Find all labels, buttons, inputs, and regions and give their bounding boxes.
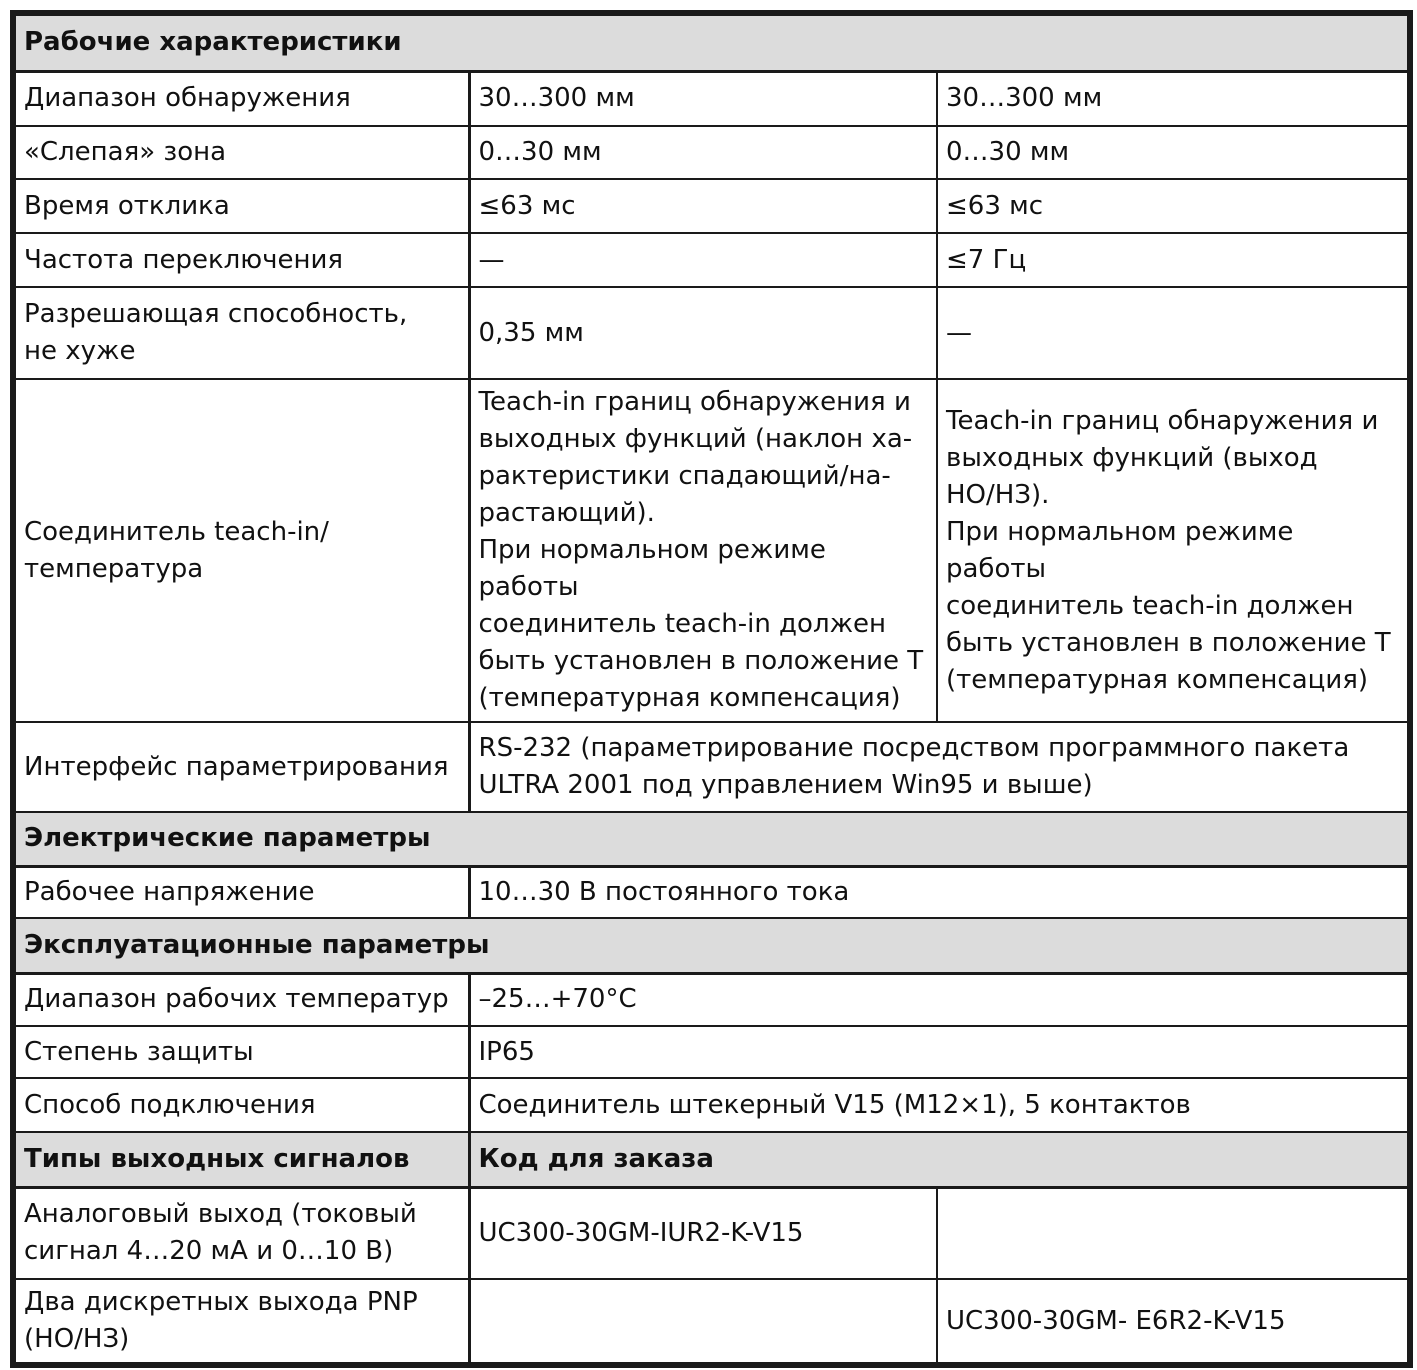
row-value: RS-232 (параметрирование посредством программного пакета ULTRA 2001 под управлением Win95 и выше) <box>469 722 1410 812</box>
row-value-1: ≤63 мс <box>469 179 937 233</box>
row-label: Два дискретных выхода PNP (НО/НЗ) <box>13 1279 469 1365</box>
row-label: Способ подключения <box>13 1078 469 1132</box>
row-value: Соединитель штекерный V15 (М12×1), 5 контактов <box>469 1078 1410 1132</box>
row-label: Степень защиты <box>13 1026 469 1078</box>
row-value-2: 0…30 мм <box>937 126 1410 179</box>
row-label: Диапазон рабочих температур <box>13 973 469 1026</box>
row-label: Аналоговый выход (токовый сигнал 4…20 мА и 0…10 В) <box>13 1187 469 1279</box>
row-value: –25…+70°С <box>469 973 1410 1026</box>
row-value-1: 0…30 мм <box>469 126 937 179</box>
table-row <box>13 126 1410 179</box>
section-title-order-code: Код для заказа <box>469 1132 1410 1187</box>
row-label: Время отклика <box>13 179 469 233</box>
row-value-1 <box>469 1279 937 1365</box>
row-label: Разрешающая способность, не хуже <box>13 287 469 379</box>
table-row <box>13 1026 1410 1078</box>
section-header-outputs <box>13 1132 1410 1187</box>
row-value-2: UC300-30GM- E6R2-K-V15 <box>937 1279 1410 1365</box>
table-row <box>13 866 1410 918</box>
table-row <box>13 1279 1410 1365</box>
table-row <box>13 233 1410 287</box>
row-value-1: 0,35 мм <box>469 287 937 379</box>
row-value-2: Teach-in границ обнаружения и выходных функций (выход НО/НЗ). При нормальном режиме работы соединитель teach-in должен быть установлен в положение Т (температурная компенсация) <box>937 379 1410 722</box>
row-value-1: — <box>469 233 937 287</box>
row-value-2: — <box>937 287 1410 379</box>
row-label: Интерфейс параметрирования <box>13 722 469 812</box>
row-value-1: UC300-30GM-IUR2-K-V15 <box>469 1187 937 1279</box>
table-row <box>13 973 1410 1026</box>
table-row <box>13 71 1410 126</box>
row-label: Соединитель teach-in/ температура <box>13 379 469 722</box>
row-label: «Слепая» зона <box>13 126 469 179</box>
table-row <box>13 1187 1410 1279</box>
table-row <box>13 179 1410 233</box>
section-title: Типы выходных сигналов <box>13 1132 469 1187</box>
row-value-1: Teach-in границ обнаружения и выходных функций (наклон ха- рактеристики спадающий/на- растающий). При нормальном режиме работы соединитель teach-in должен быть установлен в положение Т (температурная компенсация) <box>469 379 937 722</box>
section-title: Рабочие характеристики <box>13 13 1410 71</box>
row-label: Диапазон обнаружения <box>13 71 469 126</box>
row-value-2: 30…300 мм <box>937 71 1410 126</box>
table-row <box>13 379 1410 722</box>
row-value-2: ≤7 Гц <box>937 233 1410 287</box>
table-row <box>13 287 1410 379</box>
row-value: 10…30 В постоянного тока <box>469 866 1410 918</box>
row-value-2 <box>937 1187 1410 1279</box>
row-value-1: 30…300 мм <box>469 71 937 126</box>
table-row <box>13 1078 1410 1132</box>
spec-table <box>10 10 1413 1368</box>
row-label: Рабочее напряжение <box>13 866 469 918</box>
section-title: Электрические параметры <box>13 812 1410 866</box>
table-row <box>13 722 1410 812</box>
row-value: IP65 <box>469 1026 1410 1078</box>
row-value-2: ≤63 мс <box>937 179 1410 233</box>
row-label: Частота переключения <box>13 233 469 287</box>
section-header-performance <box>13 13 1410 71</box>
section-header-electrical <box>13 812 1410 866</box>
section-header-operational <box>13 918 1410 973</box>
section-title: Эксплуатационные параметры <box>13 918 1410 973</box>
